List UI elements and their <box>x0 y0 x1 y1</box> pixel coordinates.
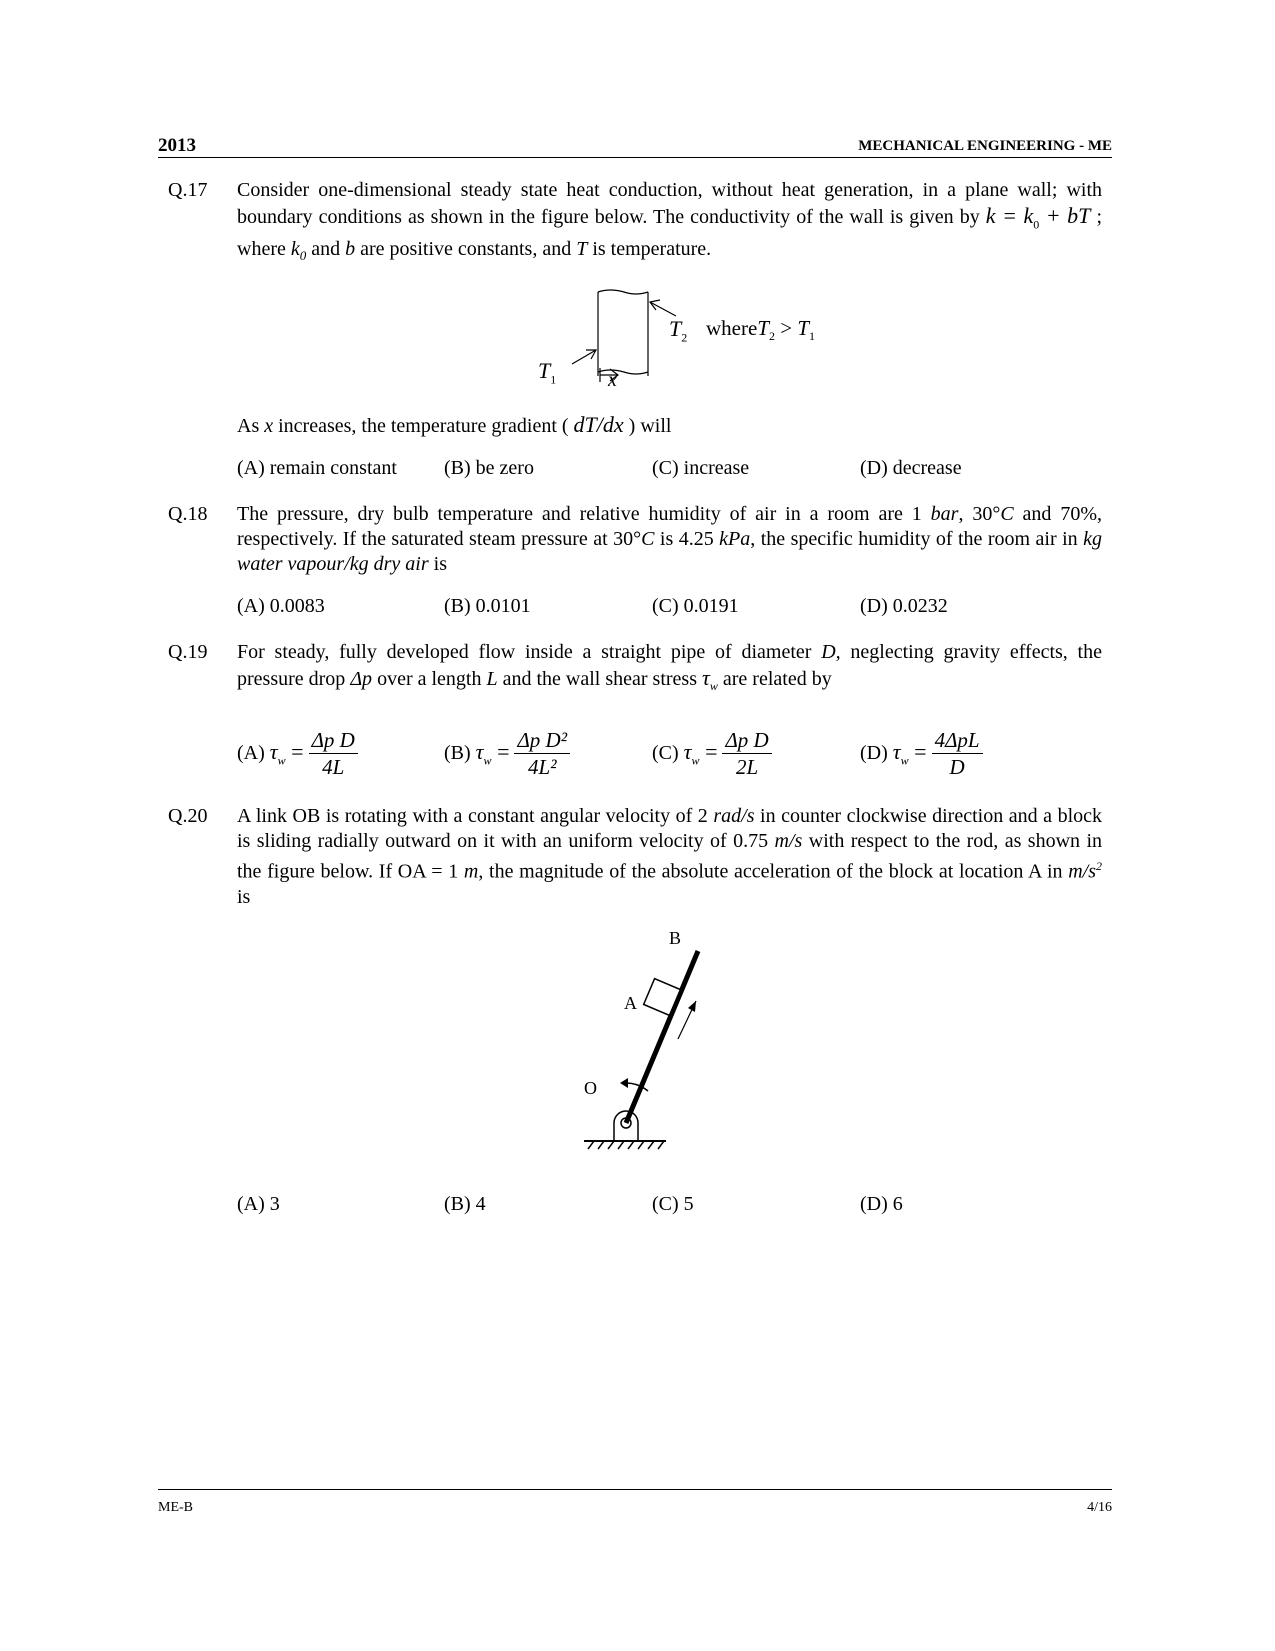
q19-option-b-label: (B) <box>444 742 471 764</box>
q20-t4: , the magnitude of the absolute acceleration of the block at location A in <box>478 860 1069 883</box>
q19-b-tau-sub: w <box>483 753 492 768</box>
q17-line2b: and <box>306 238 346 261</box>
header-year: 2013 <box>158 135 196 156</box>
q17-fig-cond-t1sub: 1 <box>809 329 816 344</box>
q19-t2: neglecting gravity effects, the pressure drop <box>237 641 1102 690</box>
q19-a-tau-sub: w <box>277 753 286 768</box>
q19-option-c-label: (C) <box>652 742 679 764</box>
q17-fig-gt: > <box>775 316 798 340</box>
q19-option-b[interactable] <box>444 727 570 780</box>
q17-eq-k: k = k <box>985 203 1034 228</box>
q19-a-eq: = <box>285 738 304 764</box>
q17-fig-cond-t2sub: 2 <box>769 329 775 344</box>
q20-option-d[interactable]: (D) 6 <box>860 1193 903 1215</box>
q17-fig-t2-letter: T <box>669 316 682 341</box>
q17-fig-x <box>608 369 617 392</box>
q19-option-c[interactable] <box>652 727 772 780</box>
q18-c1: C <box>1000 503 1014 525</box>
q19-c-den: 2L <box>736 755 759 779</box>
q19-d: D, <box>821 641 841 663</box>
q18-t6: is <box>428 553 447 575</box>
q17-fig-t1-letter: T <box>538 358 551 383</box>
q17-line2c: are positive constants, and <box>355 238 577 261</box>
q18-text <box>237 502 1102 577</box>
q18-t1: The pressure, dry bulb temperature and relative humidity of air in a room are 1 <box>237 503 931 525</box>
footer-code: ME-B <box>158 1500 193 1515</box>
q19-l: L <box>486 668 498 690</box>
q19-d-tau: τ <box>892 738 901 764</box>
q17-option-b[interactable]: (B) be zero <box>444 457 534 479</box>
q17-fig-t1-sub: 1 <box>550 372 557 387</box>
q20-t2: in counter clockwise direction and a block is sliding radially outward on it with an uniform velocity of 0.75 <box>237 805 1103 852</box>
q19-b-tau: τ <box>475 738 484 764</box>
q19-b-eq: = <box>491 738 510 764</box>
q19-a-num: Δp D <box>309 727 358 754</box>
q17-fig-cond-t1: T <box>797 316 810 340</box>
q17-eq-sub: 0 <box>1033 217 1040 232</box>
q19-tau: τ <box>701 665 710 690</box>
q17-line2d: is temperature. <box>587 238 712 261</box>
q20-t1: A link OB is rotating with a constant angular velocity of 2 <box>237 805 714 827</box>
q17-wall-figure <box>520 280 860 410</box>
q17-option-a[interactable]: (A) remain constant <box>237 457 397 479</box>
q19-text <box>237 640 1102 699</box>
q19-b-den: 4L² <box>528 755 557 779</box>
q17-text <box>237 178 1102 268</box>
q17-fig-where: where <box>706 316 758 340</box>
q17-stem-grad: dT/dx <box>573 412 624 437</box>
q20-ms: m/s <box>774 830 803 852</box>
q19-c-eq: = <box>699 738 718 764</box>
q17-fig-t2-sub: 2 <box>681 330 688 345</box>
q19-tau-sub: w <box>709 679 718 693</box>
q20-fig-o: O <box>584 1078 597 1098</box>
q18-option-a[interactable]: (A) 0.0083 <box>237 595 325 617</box>
q19-d-tau-sub: w <box>900 753 909 768</box>
q17-eq-rest: + bT <box>1039 203 1091 228</box>
q18-option-c[interactable]: (C) 0.0191 <box>652 595 739 617</box>
footer-page: 4/16 <box>1087 1500 1112 1515</box>
q19-c-tau: τ <box>683 738 692 764</box>
q18-t2: , 30° <box>958 503 1001 525</box>
q17-stem-b: increases, the temperature gradient ( <box>273 415 574 437</box>
q20-fig-a: A <box>624 993 637 1013</box>
q20-m: m <box>463 860 479 883</box>
q17-line2a: ; where <box>237 206 1103 261</box>
q19-b-num: Δp D² <box>514 727 570 754</box>
q18-number: Q.18 <box>168 503 208 525</box>
q18-unit: kg water vapour/kg dry air <box>237 528 1102 575</box>
q19-c-tau-sub: w <box>691 753 700 768</box>
q19-t1: For steady, fully developed flow inside a straight pipe of diameter <box>237 641 822 663</box>
q18-t4: is 4.25 <box>654 528 720 550</box>
header-title: MECHANICAL ENGINEERING - ME <box>858 138 1112 154</box>
q20-sup: 2 <box>1096 859 1102 873</box>
q19-a-den: 4L <box>322 755 345 779</box>
q20-ms2: m/s <box>1068 860 1096 883</box>
q20-number: Q.20 <box>168 805 208 827</box>
q19-number: Q.19 <box>168 641 208 663</box>
q17-b: b <box>345 238 356 261</box>
q18-bar: bar <box>930 503 959 525</box>
q18-c2: C <box>641 528 655 550</box>
q17-fig-x-label: x <box>608 369 617 391</box>
q19-a-tau: τ <box>269 738 278 764</box>
q17-fig-t2 <box>669 316 687 345</box>
q17-option-d[interactable]: (D) decrease <box>860 457 962 479</box>
q19-t3: over a length <box>372 668 487 690</box>
q20-rads: rad/s <box>713 805 755 827</box>
q18-t3: and 70%, respectively. If the saturated steam pressure at 30° <box>237 503 1102 550</box>
q17-k0-sub: 0 <box>299 248 307 264</box>
q19-c-num: Δp D <box>722 727 771 754</box>
q20-link-figure <box>570 935 710 1150</box>
q20-option-a[interactable]: (A) 3 <box>237 1193 280 1215</box>
footer-rule <box>158 1489 1112 1490</box>
q17-stem-a: As <box>237 415 265 437</box>
q19-option-d-label: (D) <box>860 742 888 764</box>
q17-stem <box>237 412 1102 439</box>
q19-d-den: D <box>949 755 965 779</box>
q17-fig-t1 <box>538 358 556 387</box>
q19-d-num: 4ΔpL <box>932 727 983 754</box>
q18-option-b[interactable]: (B) 0.0101 <box>444 595 531 617</box>
q19-t5: are related by <box>717 668 832 690</box>
q17-fig-cond-t2: T <box>757 316 769 340</box>
q20-option-b[interactable]: (B) 4 <box>444 1193 486 1215</box>
q17-k0: k <box>290 238 300 261</box>
q20-text <box>237 804 1102 910</box>
q17-T: T <box>576 238 588 261</box>
q17-option-c[interactable]: (C) increase <box>652 457 750 479</box>
q19-dp: Δp <box>350 668 373 690</box>
q20-t3: with respect to the rod, as shown in the figure below. If OA = 1 <box>237 830 1102 883</box>
q17-stem-c: ) will <box>623 415 672 437</box>
q20-option-c[interactable]: (C) 5 <box>652 1193 694 1215</box>
q18-option-d[interactable]: (D) 0.0232 <box>860 595 948 617</box>
q17-stem-x: x <box>264 415 274 437</box>
q17-fig-condition <box>706 316 815 344</box>
header-rule <box>158 157 1112 158</box>
q19-option-a[interactable] <box>237 727 358 780</box>
q20-fig-b: B <box>669 928 682 948</box>
q17-line1: Consider one-dimensional steady state heat conduction, without heat generation, in a plane wall; with boundary conditions as shown in the figure below. The conductivity of the wall is given by <box>237 179 1102 228</box>
q20-t5: is <box>237 885 251 908</box>
q18-t5: , the specific humidity of the room air in <box>750 528 1084 550</box>
q18-kpa: kPa <box>719 528 751 550</box>
q19-d-eq: = <box>908 738 927 764</box>
q19-option-a-label: (A) <box>237 742 265 764</box>
q19-option-d[interactable] <box>860 727 983 780</box>
q17-number: Q.17 <box>168 179 208 201</box>
q19-t4: and the wall shear stress <box>497 668 702 690</box>
